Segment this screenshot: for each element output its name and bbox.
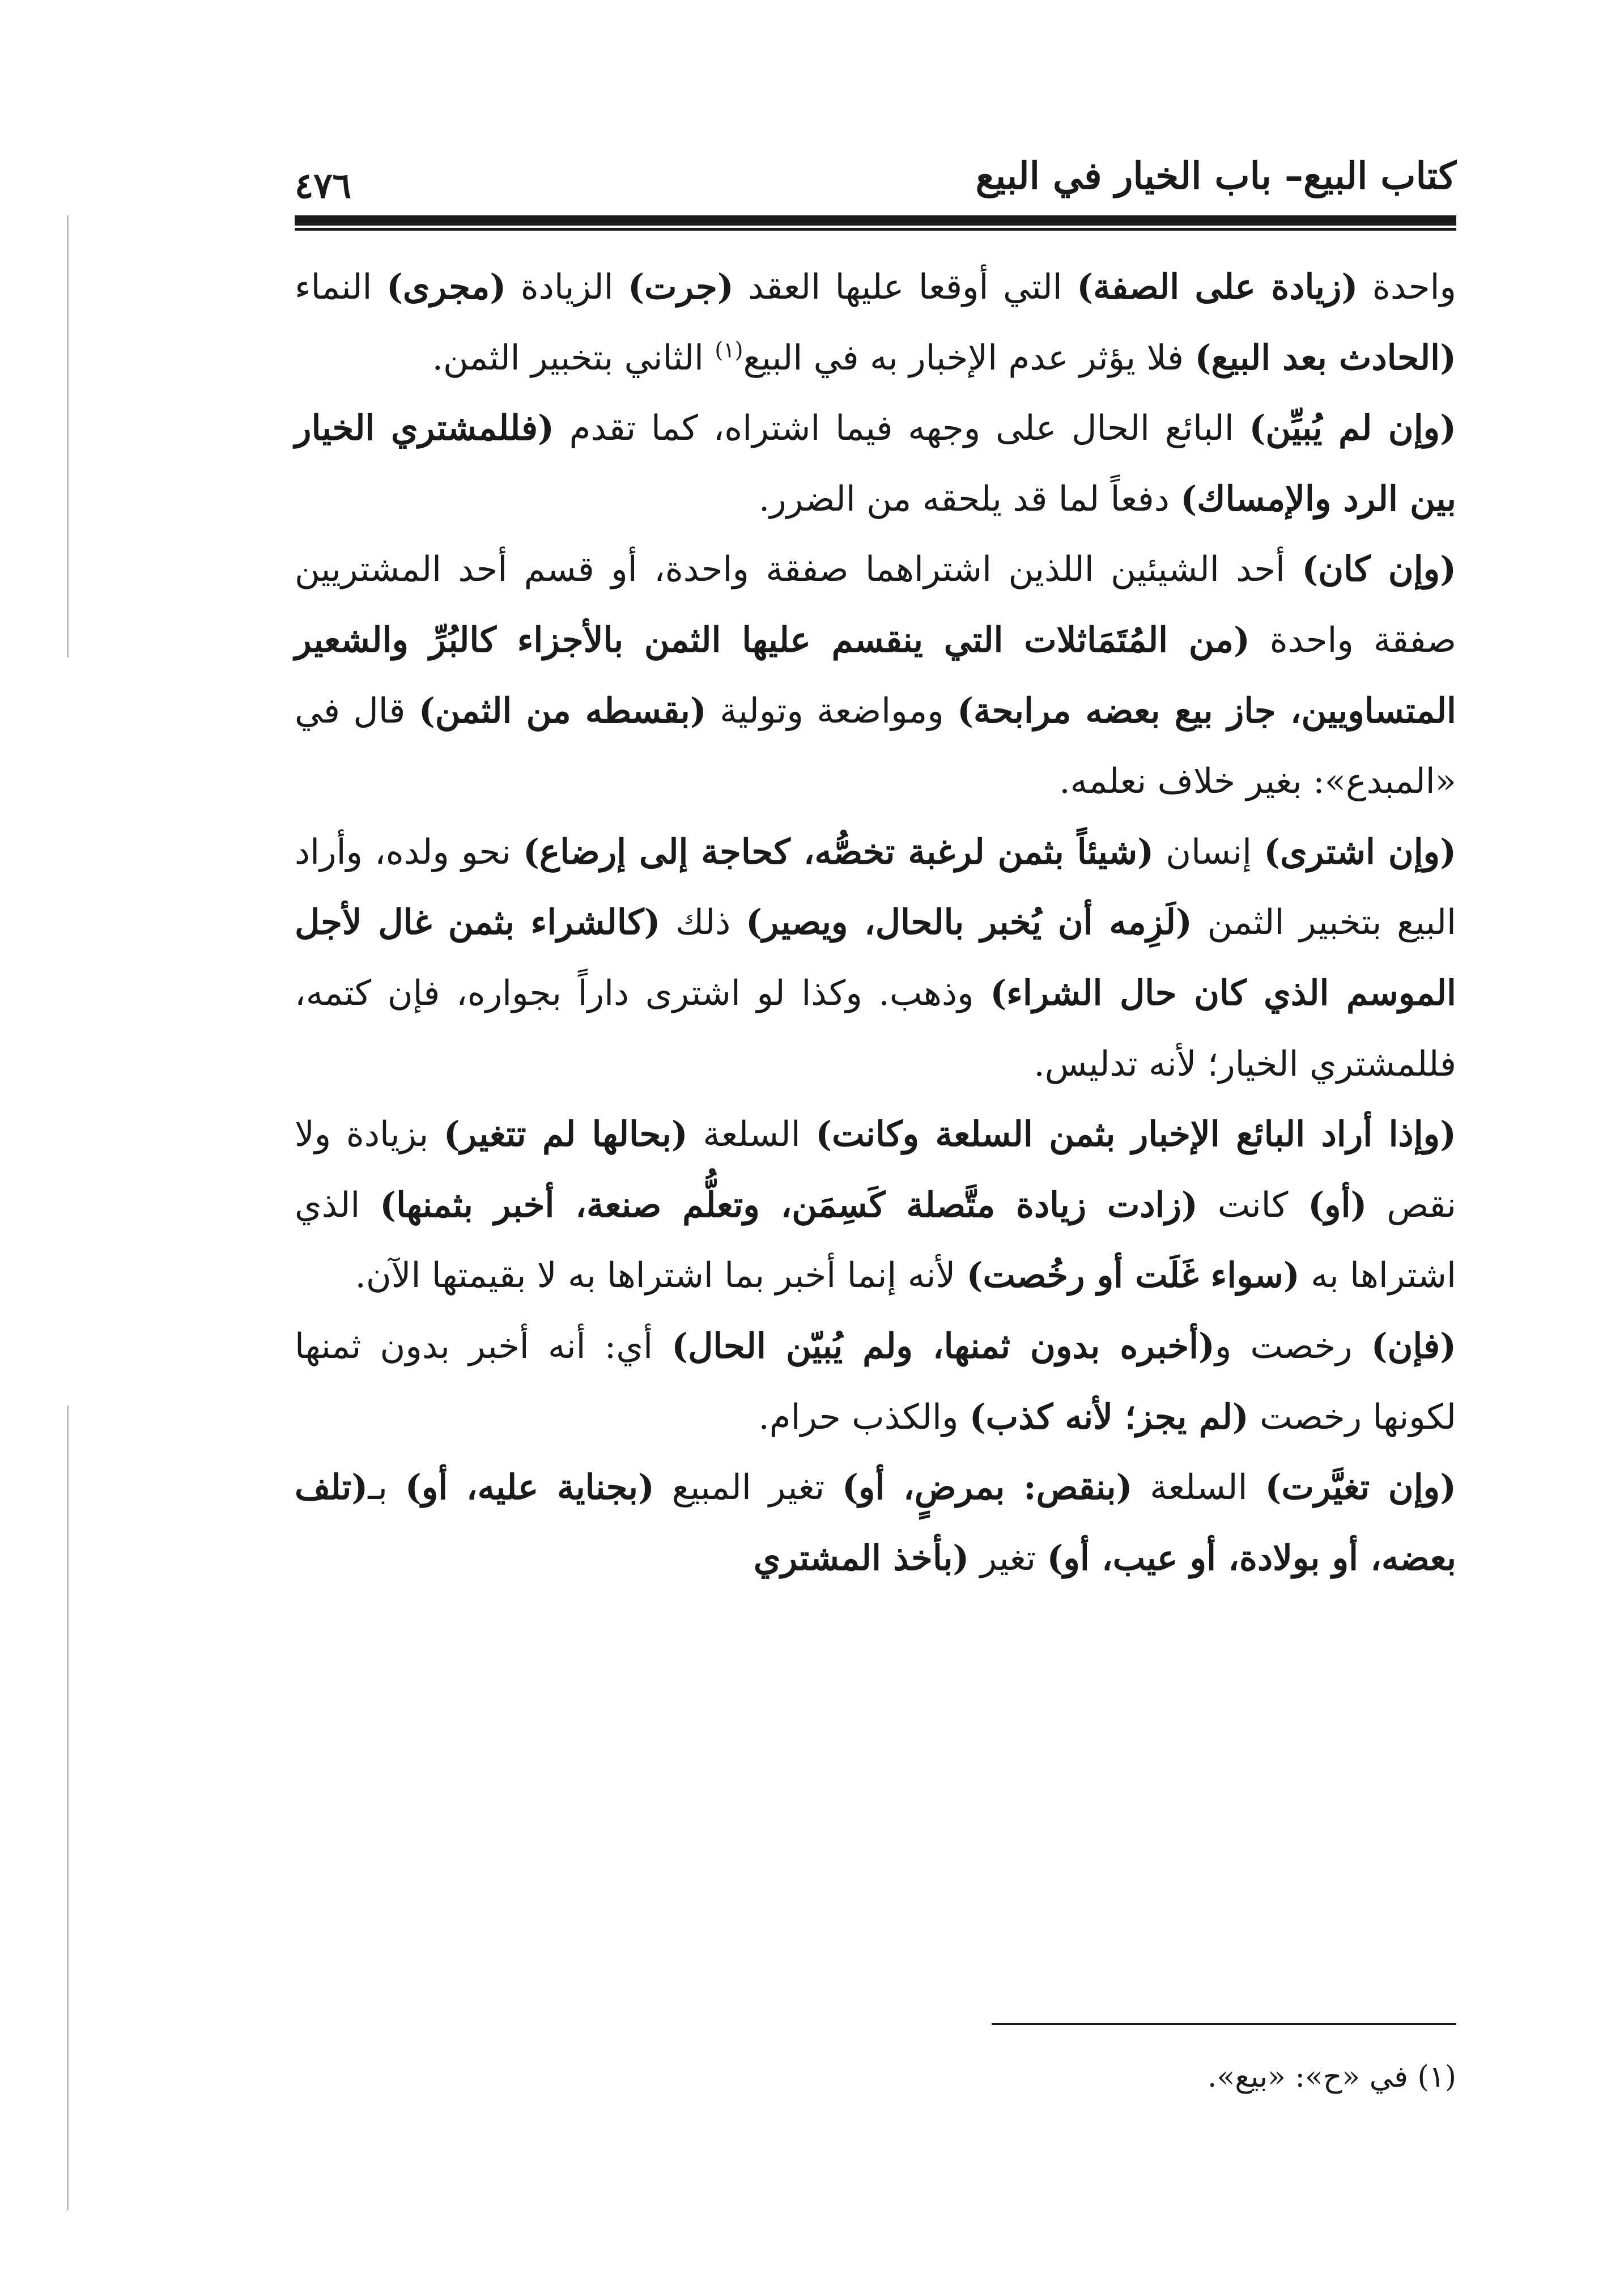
bold-matn-text: (من المُتَمَاثلات التي ينقسم عليها الثمن بالأجزاء كالبُرِّ والشعير المتساويين، جاز بيع بعضه مرابحة) (295, 619, 1456, 731)
commentary-text: الزيادة (506, 267, 628, 307)
commentary-text: أي: أنه أخبر بدون ثمنها لكونها رخصت (295, 1326, 1456, 1437)
commentary-text: أحد الشيئين اللذين اشتراهما صفقة واحدة، أو قسم أحد المشتريين صفقة واحدة (295, 549, 1456, 660)
bold-matn-text: (بأخذ المشتري (753, 1538, 970, 1578)
paragraph (295, 252, 1456, 393)
page-header (295, 142, 1456, 227)
paragraph (295, 1311, 1456, 1453)
bold-matn-text: (وإن اشترى) (1264, 831, 1456, 872)
bold-matn-text: (وإن لم يُبيِّن) (1249, 408, 1456, 449)
bold-matn-text: (زيادة على الصفة) (1077, 267, 1358, 307)
bold-matn-text: (أو) (1308, 1184, 1367, 1225)
running-title: كتاب البيع– باب الخيار في البيع (975, 154, 1456, 198)
commentary-text: والكذب حرام. (758, 1396, 970, 1437)
commentary-text: السلعة (687, 1114, 816, 1155)
commentary-text: نحو ولده، وأراد البيع بتخبير الثمن (295, 831, 1456, 943)
commentary-text: رخصت و (1214, 1326, 1371, 1366)
footnote: (١) في «ح»: «بيع». (1207, 2060, 1456, 2094)
bold-matn-text: (وإن تغيَّرت) (1265, 1467, 1456, 1508)
paragraph (295, 817, 1456, 1099)
bold-matn-text: (جرت) (628, 267, 734, 307)
commentary-text: واحدة (1358, 267, 1456, 307)
bold-matn-text: (وإذا أراد البائع الإخبار بثمن السلعة وكانت) (815, 1114, 1456, 1155)
paragraph (295, 393, 1456, 534)
page-number: ٤٧٦ (295, 165, 351, 206)
commentary-text: إنسان (1154, 831, 1264, 872)
bold-matn-text: (زادت زيادة متَّصلة كَسِمَن، وتعلُّم صنعة، أخبر بثمنها) (380, 1184, 1198, 1225)
header-rule-thick (295, 215, 1456, 226)
commentary-text: التي أوقعا عليها العقد (733, 267, 1077, 307)
header-rule-thin (295, 228, 1456, 231)
footnote-marker: (١) (715, 337, 743, 363)
bold-matn-text: (فإن) (1371, 1326, 1456, 1366)
commentary-text: ومواضعة وتولية (706, 690, 958, 731)
footnote-separator (992, 2023, 1456, 2025)
paragraph (295, 1453, 1456, 1594)
bold-matn-text: (الحادث بعد البيع) (1194, 337, 1456, 378)
commentary-text: لأنه إنما أخبر بما اشتراها به لا بقيمتها الآن. (355, 1255, 967, 1296)
bold-matn-text: (لم يجز؛ لأنه كذب) (969, 1396, 1249, 1437)
commentary-text: تغير (969, 1538, 1047, 1578)
scan-edge-shadow (67, 215, 69, 657)
bold-matn-text: (شيئاً بثمن لرغبة تخصُّه، كحاجة إلى إرضاع) (523, 831, 1154, 872)
paragraph (295, 534, 1456, 817)
commentary-text: قال في «المبدع»: بغير خلاف نعلمه. (295, 690, 1456, 802)
bold-matn-text: (وإن كان) (1302, 549, 1456, 590)
bold-matn-text: (تلف بعضه، أو بولادة، أو عيب، أو) (295, 1467, 1456, 1578)
commentary-text: بزيادة ولا نقص (295, 1114, 1456, 1225)
paragraph (295, 1099, 1456, 1311)
commentary-text: الثاني بتخبير الثمن. (432, 337, 715, 378)
bold-matn-text: (فللمشتري الخيار بين الرد والإمساك) (295, 408, 1456, 519)
commentary-text: دفعاً لما قد يلحقه من الضرر. (758, 478, 1181, 519)
commentary-text: ذلك (660, 902, 746, 943)
bold-matn-text: (سواء غَلَت أو رخُصت) (966, 1255, 1300, 1296)
bold-matn-text: (كالشراء بثمن غال لأجل الموسم الذي كان حال الشراء) (295, 902, 1457, 1013)
scan-edge-shadow (67, 1405, 69, 2210)
bold-matn-text: (مجرى) (386, 267, 507, 307)
bold-matn-text: (بقسطه من الثمن) (418, 690, 707, 731)
bold-matn-text: (بحالها لم تتغير) (443, 1114, 688, 1155)
body-text (295, 252, 1456, 1594)
bold-matn-text: (أخبره بدون ثمنها، ولم يُبيّن الحال) (671, 1326, 1215, 1366)
bold-matn-text: (بجناية عليه، أو) (405, 1467, 654, 1508)
commentary-text: كانت (1197, 1184, 1308, 1225)
commentary-text: بـ (368, 1467, 405, 1508)
commentary-text: النماء (295, 267, 387, 307)
bold-matn-text: (بنقص: بمرضٍ، أو) (842, 1467, 1133, 1508)
commentary-text: فلا يؤثر عدم الإخبار به في البيع (743, 337, 1195, 378)
commentary-text: السلعة (1132, 1467, 1265, 1508)
commentary-text: الذي اشتراها به (295, 1184, 1456, 1296)
commentary-text: البائع الحال على وجهه فيما اشتراه، كما تقدم (554, 408, 1249, 449)
bold-matn-text: (لَزِمه أن يُخبر بالحال، ويصير) (746, 902, 1192, 943)
commentary-text: وذهب. وكذا لو اشترى داراً بجواره، فإن كتمه، فللمشتري الخيار؛ لأنه تدليس. (295, 973, 1456, 1084)
commentary-text: تغير المبيع (654, 1467, 843, 1508)
